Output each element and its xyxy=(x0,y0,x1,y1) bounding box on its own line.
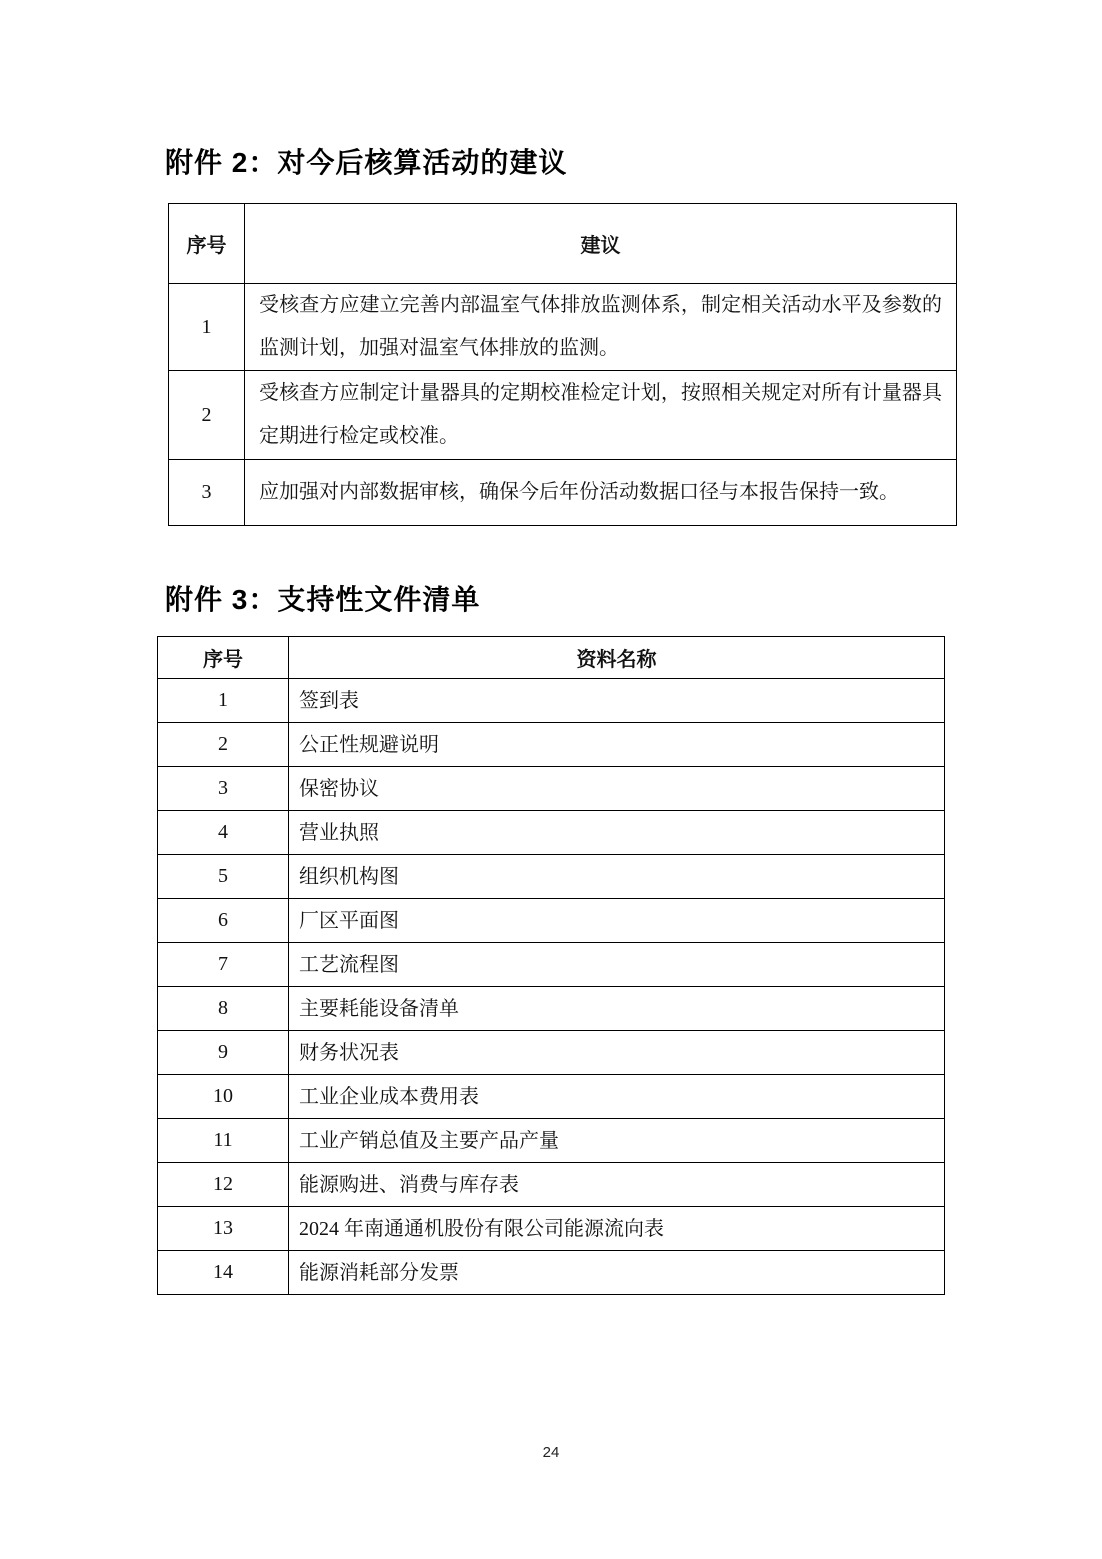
row-suggestion: 受核查方应制定计量器具的定期校准检定计划，按照相关规定对所有计量器具定期进行检定或校准。 xyxy=(245,371,957,460)
table-row xyxy=(169,460,957,526)
row-number: 2 xyxy=(158,723,289,767)
row-document-name: 厂区平面图 xyxy=(289,899,945,943)
table-row xyxy=(158,1031,945,1075)
row-number: 12 xyxy=(158,1163,289,1207)
row-document-name: 工业企业成本费用表 xyxy=(289,1075,945,1119)
row-document-name: 财务状况表 xyxy=(289,1031,945,1075)
table-row xyxy=(158,1075,945,1119)
row-number: 10 xyxy=(158,1075,289,1119)
table-row xyxy=(169,284,957,371)
row-document-name: 能源购进、消费与库存表 xyxy=(289,1163,945,1207)
row-document-name: 工业产销总值及主要产品产量 xyxy=(289,1119,945,1163)
row-document-name: 签到表 xyxy=(289,679,945,723)
row-number: 9 xyxy=(158,1031,289,1075)
attachment3-header-no: 序号 xyxy=(158,637,289,679)
row-number: 6 xyxy=(158,899,289,943)
attachment2-title: 附件 2：对今后核算活动的建议 xyxy=(165,147,568,178)
row-number: 5 xyxy=(158,855,289,899)
row-number: 11 xyxy=(158,1119,289,1163)
attachment2-header-no: 序号 xyxy=(169,204,245,284)
table-row xyxy=(158,811,945,855)
row-document-name: 营业执照 xyxy=(289,811,945,855)
row-document-name: 工艺流程图 xyxy=(289,943,945,987)
page-number: 24 xyxy=(542,1444,560,1461)
row-number: 2 xyxy=(169,371,245,460)
table-row xyxy=(158,1163,945,1207)
table-row xyxy=(158,987,945,1031)
row-document-name: 能源消耗部分发票 xyxy=(289,1251,945,1295)
row-number: 4 xyxy=(158,811,289,855)
attachment2-header-text: 建议 xyxy=(245,204,957,284)
row-document-name: 2024 年南通通机股份有限公司能源流向表 xyxy=(289,1207,945,1251)
row-number: 1 xyxy=(158,679,289,723)
row-document-name: 组织机构图 xyxy=(289,855,945,899)
attachment3-title: 附件 3：支持性文件清单 xyxy=(165,584,481,615)
row-document-name: 公正性规避说明 xyxy=(289,723,945,767)
table-row xyxy=(158,1207,945,1251)
row-number: 8 xyxy=(158,987,289,1031)
attachment2-header-row xyxy=(169,204,957,284)
attachment3-header-text: 资料名称 xyxy=(289,637,945,679)
table-row xyxy=(169,371,957,460)
row-number: 13 xyxy=(158,1207,289,1251)
table-row xyxy=(158,1251,945,1295)
row-suggestion: 应加强对内部数据审核，确保今后年份活动数据口径与本报告保持一致。 xyxy=(245,460,957,526)
table-row xyxy=(158,767,945,811)
row-number: 7 xyxy=(158,943,289,987)
row-suggestion: 受核查方应建立完善内部温室气体排放监测体系，制定相关活动水平及参数的监测计划，加强对温室气体排放的监测。 xyxy=(245,284,957,371)
row-document-name: 主要耗能设备清单 xyxy=(289,987,945,1031)
table-row xyxy=(158,943,945,987)
row-number: 1 xyxy=(169,284,245,371)
row-number: 14 xyxy=(158,1251,289,1295)
table-row xyxy=(158,1119,945,1163)
attachment3-table xyxy=(157,636,945,1295)
table-row xyxy=(158,855,945,899)
table-row xyxy=(158,723,945,767)
row-number: 3 xyxy=(169,460,245,526)
table-row xyxy=(158,899,945,943)
attachment2-table xyxy=(168,203,957,526)
row-document-name: 保密协议 xyxy=(289,767,945,811)
attachment3-header-row xyxy=(158,637,945,679)
row-number: 3 xyxy=(158,767,289,811)
table-row xyxy=(158,679,945,723)
